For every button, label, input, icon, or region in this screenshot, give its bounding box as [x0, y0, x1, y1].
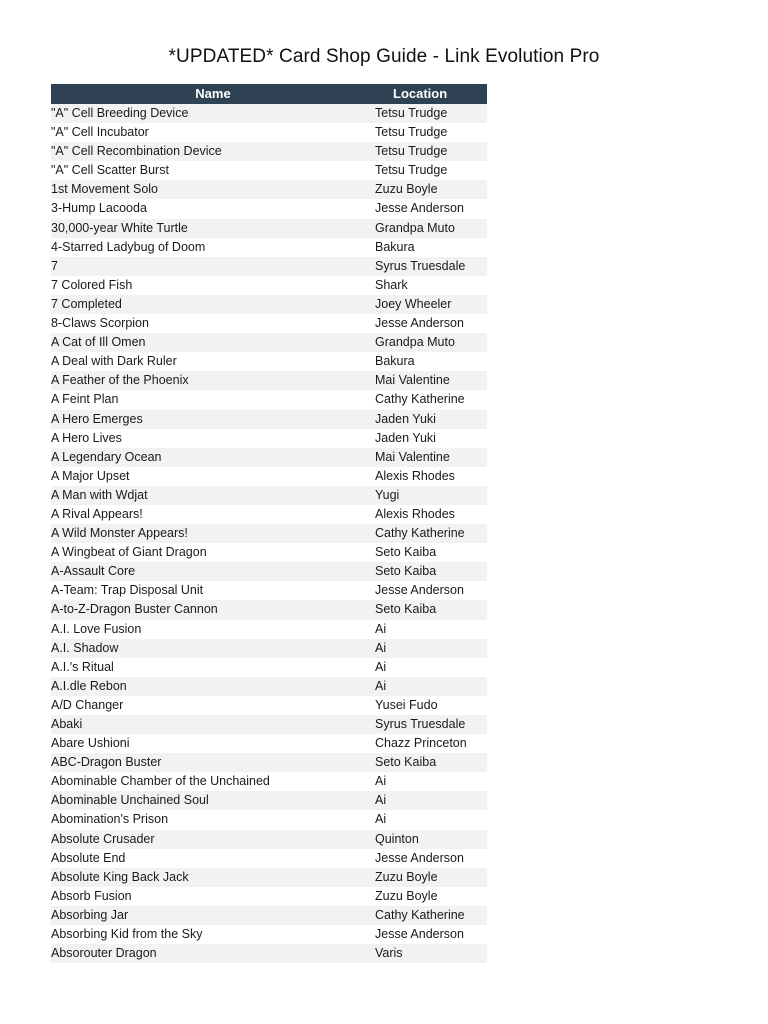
table-row: [51, 658, 487, 677]
table-row: [51, 410, 487, 429]
table-row: [51, 295, 487, 314]
card-name-cell: Abare Ushioni: [51, 734, 375, 753]
table-row: [51, 429, 487, 448]
card-location-cell: Chazz Princeton: [375, 734, 487, 753]
table-row: [51, 620, 487, 639]
table-row: [51, 715, 487, 734]
table-row: [51, 219, 487, 238]
card-location-cell: Ai: [375, 677, 487, 696]
table-row: [51, 830, 487, 849]
table-row: [51, 467, 487, 486]
card-name-cell: A.I. Shadow: [51, 639, 375, 658]
card-location-cell: Jesse Anderson: [375, 199, 487, 218]
card-name-cell: "A" Cell Breeding Device: [51, 104, 375, 123]
card-location-cell: Ai: [375, 639, 487, 658]
card-location-cell: Jesse Anderson: [375, 925, 487, 944]
table-body: [51, 104, 487, 963]
page-title: *UPDATED* Card Shop Guide - Link Evolution Pro: [168, 46, 600, 67]
card-location-cell: Seto Kaiba: [375, 753, 487, 772]
table-header-row: [51, 84, 487, 104]
card-location-cell: Joey Wheeler: [375, 295, 487, 314]
card-name-cell: A Hero Lives: [51, 429, 375, 448]
card-name-cell: A Legendary Ocean: [51, 448, 375, 467]
card-name-cell: 7 Completed: [51, 295, 375, 314]
card-location-cell: Jesse Anderson: [375, 314, 487, 333]
table-row: [51, 600, 487, 619]
card-location-cell: Seto Kaiba: [375, 600, 487, 619]
card-name-cell: 3-Hump Lacooda: [51, 199, 375, 218]
card-name-cell: A Deal with Dark Ruler: [51, 352, 375, 371]
card-name-cell: A Feather of the Phoenix: [51, 371, 375, 390]
table-row: [51, 753, 487, 772]
card-name-cell: 30,000-year White Turtle: [51, 219, 375, 238]
table-row: [51, 123, 487, 142]
column-header-location: Location: [375, 84, 487, 104]
card-location-cell: Tetsu Trudge: [375, 104, 487, 123]
table-row: [51, 944, 487, 963]
card-name-cell: Absolute Crusader: [51, 830, 375, 849]
card-location-cell: Zuzu Boyle: [375, 868, 487, 887]
card-location-cell: Jaden Yuki: [375, 410, 487, 429]
card-name-cell: A-to-Z-Dragon Buster Cannon: [51, 600, 375, 619]
table-row: [51, 868, 487, 887]
table-row: [51, 486, 487, 505]
table-row: [51, 849, 487, 868]
table-row: [51, 199, 487, 218]
table-row: [51, 543, 487, 562]
card-name-cell: A-Team: Trap Disposal Unit: [51, 581, 375, 600]
table-row: [51, 524, 487, 543]
card-name-cell: Absolute End: [51, 849, 375, 868]
card-name-cell: 7 Colored Fish: [51, 276, 375, 295]
card-name-cell: A Major Upset: [51, 467, 375, 486]
card-name-cell: A Cat of Ill Omen: [51, 333, 375, 352]
table-row: [51, 772, 487, 791]
card-location-cell: Jesse Anderson: [375, 581, 487, 600]
card-location-cell: Alexis Rhodes: [375, 505, 487, 524]
card-name-cell: A.I.'s Ritual: [51, 658, 375, 677]
card-location-cell: Bakura: [375, 352, 487, 371]
table-row: [51, 161, 487, 180]
card-location-cell: Seto Kaiba: [375, 562, 487, 581]
table-row: [51, 639, 487, 658]
card-location-cell: Shark: [375, 276, 487, 295]
card-name-cell: ABC-Dragon Buster: [51, 753, 375, 772]
card-name-cell: 7: [51, 257, 375, 276]
card-name-cell: A Hero Emerges: [51, 410, 375, 429]
table-row: [51, 734, 487, 753]
card-location-cell: Syrus Truesdale: [375, 715, 487, 734]
table-row: [51, 810, 487, 829]
card-location-cell: Zuzu Boyle: [375, 180, 487, 199]
card-location-cell: Bakura: [375, 238, 487, 257]
card-name-cell: Absorb Fusion: [51, 887, 375, 906]
card-name-cell: A-Assault Core: [51, 562, 375, 581]
card-location-cell: Zuzu Boyle: [375, 887, 487, 906]
card-location-cell: Tetsu Trudge: [375, 123, 487, 142]
table-row: [51, 906, 487, 925]
card-shop-table: [51, 84, 487, 963]
card-name-cell: A Feint Plan: [51, 390, 375, 409]
card-name-cell: Absorbing Jar: [51, 906, 375, 925]
table-row: [51, 276, 487, 295]
card-name-cell: A.I.dle Rebon: [51, 677, 375, 696]
table-row: [51, 180, 487, 199]
card-name-cell: A/D Changer: [51, 696, 375, 715]
card-location-cell: Alexis Rhodes: [375, 467, 487, 486]
card-name-cell: Abaki: [51, 715, 375, 734]
card-name-cell: Abomination's Prison: [51, 810, 375, 829]
table-row: [51, 238, 487, 257]
table-row: [51, 390, 487, 409]
card-name-cell: Absorbing Kid from the Sky: [51, 925, 375, 944]
table-row: [51, 505, 487, 524]
card-location-cell: Mai Valentine: [375, 448, 487, 467]
card-location-cell: Quinton: [375, 830, 487, 849]
card-location-cell: Mai Valentine: [375, 371, 487, 390]
card-name-cell: Absolute King Back Jack: [51, 868, 375, 887]
card-location-cell: Yusei Fudo: [375, 696, 487, 715]
table-row: [51, 696, 487, 715]
card-location-cell: Jesse Anderson: [375, 849, 487, 868]
card-location-cell: Cathy Katherine: [375, 906, 487, 925]
card-location-cell: Syrus Truesdale: [375, 257, 487, 276]
column-header-name: Name: [51, 84, 375, 104]
table-row: [51, 314, 487, 333]
card-name-cell: A Wild Monster Appears!: [51, 524, 375, 543]
table-row: [51, 791, 487, 810]
card-location-cell: Varis: [375, 944, 487, 963]
card-location-cell: Seto Kaiba: [375, 543, 487, 562]
card-name-cell: A Man with Wdjat: [51, 486, 375, 505]
table-row: [51, 104, 487, 123]
card-location-cell: Ai: [375, 810, 487, 829]
card-location-cell: Ai: [375, 772, 487, 791]
table-row: [51, 352, 487, 371]
table-row: [51, 562, 487, 581]
card-name-cell: Abominable Unchained Soul: [51, 791, 375, 810]
table-row: [51, 448, 487, 467]
card-location-cell: Tetsu Trudge: [375, 161, 487, 180]
table-row: [51, 371, 487, 390]
table-row: [51, 581, 487, 600]
card-name-cell: 1st Movement Solo: [51, 180, 375, 199]
card-name-cell: 8-Claws Scorpion: [51, 314, 375, 333]
table-row: [51, 257, 487, 276]
card-location-cell: Cathy Katherine: [375, 390, 487, 409]
card-location-cell: Ai: [375, 791, 487, 810]
table-row: [51, 925, 487, 944]
card-name-cell: Abominable Chamber of the Unchained: [51, 772, 375, 791]
card-location-cell: Grandpa Muto: [375, 219, 487, 238]
table-row: [51, 887, 487, 906]
card-name-cell: "A" Cell Scatter Burst: [51, 161, 375, 180]
table-row: [51, 142, 487, 161]
card-name-cell: A.I. Love Fusion: [51, 620, 375, 639]
card-name-cell: 4-Starred Ladybug of Doom: [51, 238, 375, 257]
card-location-cell: Jaden Yuki: [375, 429, 487, 448]
card-location-cell: Yugi: [375, 486, 487, 505]
card-location-cell: Ai: [375, 620, 487, 639]
card-location-cell: Tetsu Trudge: [375, 142, 487, 161]
card-name-cell: "A" Cell Incubator: [51, 123, 375, 142]
table-row: [51, 333, 487, 352]
table-row: [51, 677, 487, 696]
card-name-cell: A Rival Appears!: [51, 505, 375, 524]
card-name-cell: "A" Cell Recombination Device: [51, 142, 375, 161]
card-name-cell: Absorouter Dragon: [51, 944, 375, 963]
card-name-cell: A Wingbeat of Giant Dragon: [51, 543, 375, 562]
card-location-cell: Ai: [375, 658, 487, 677]
card-location-cell: Grandpa Muto: [375, 333, 487, 352]
card-location-cell: Cathy Katherine: [375, 524, 487, 543]
